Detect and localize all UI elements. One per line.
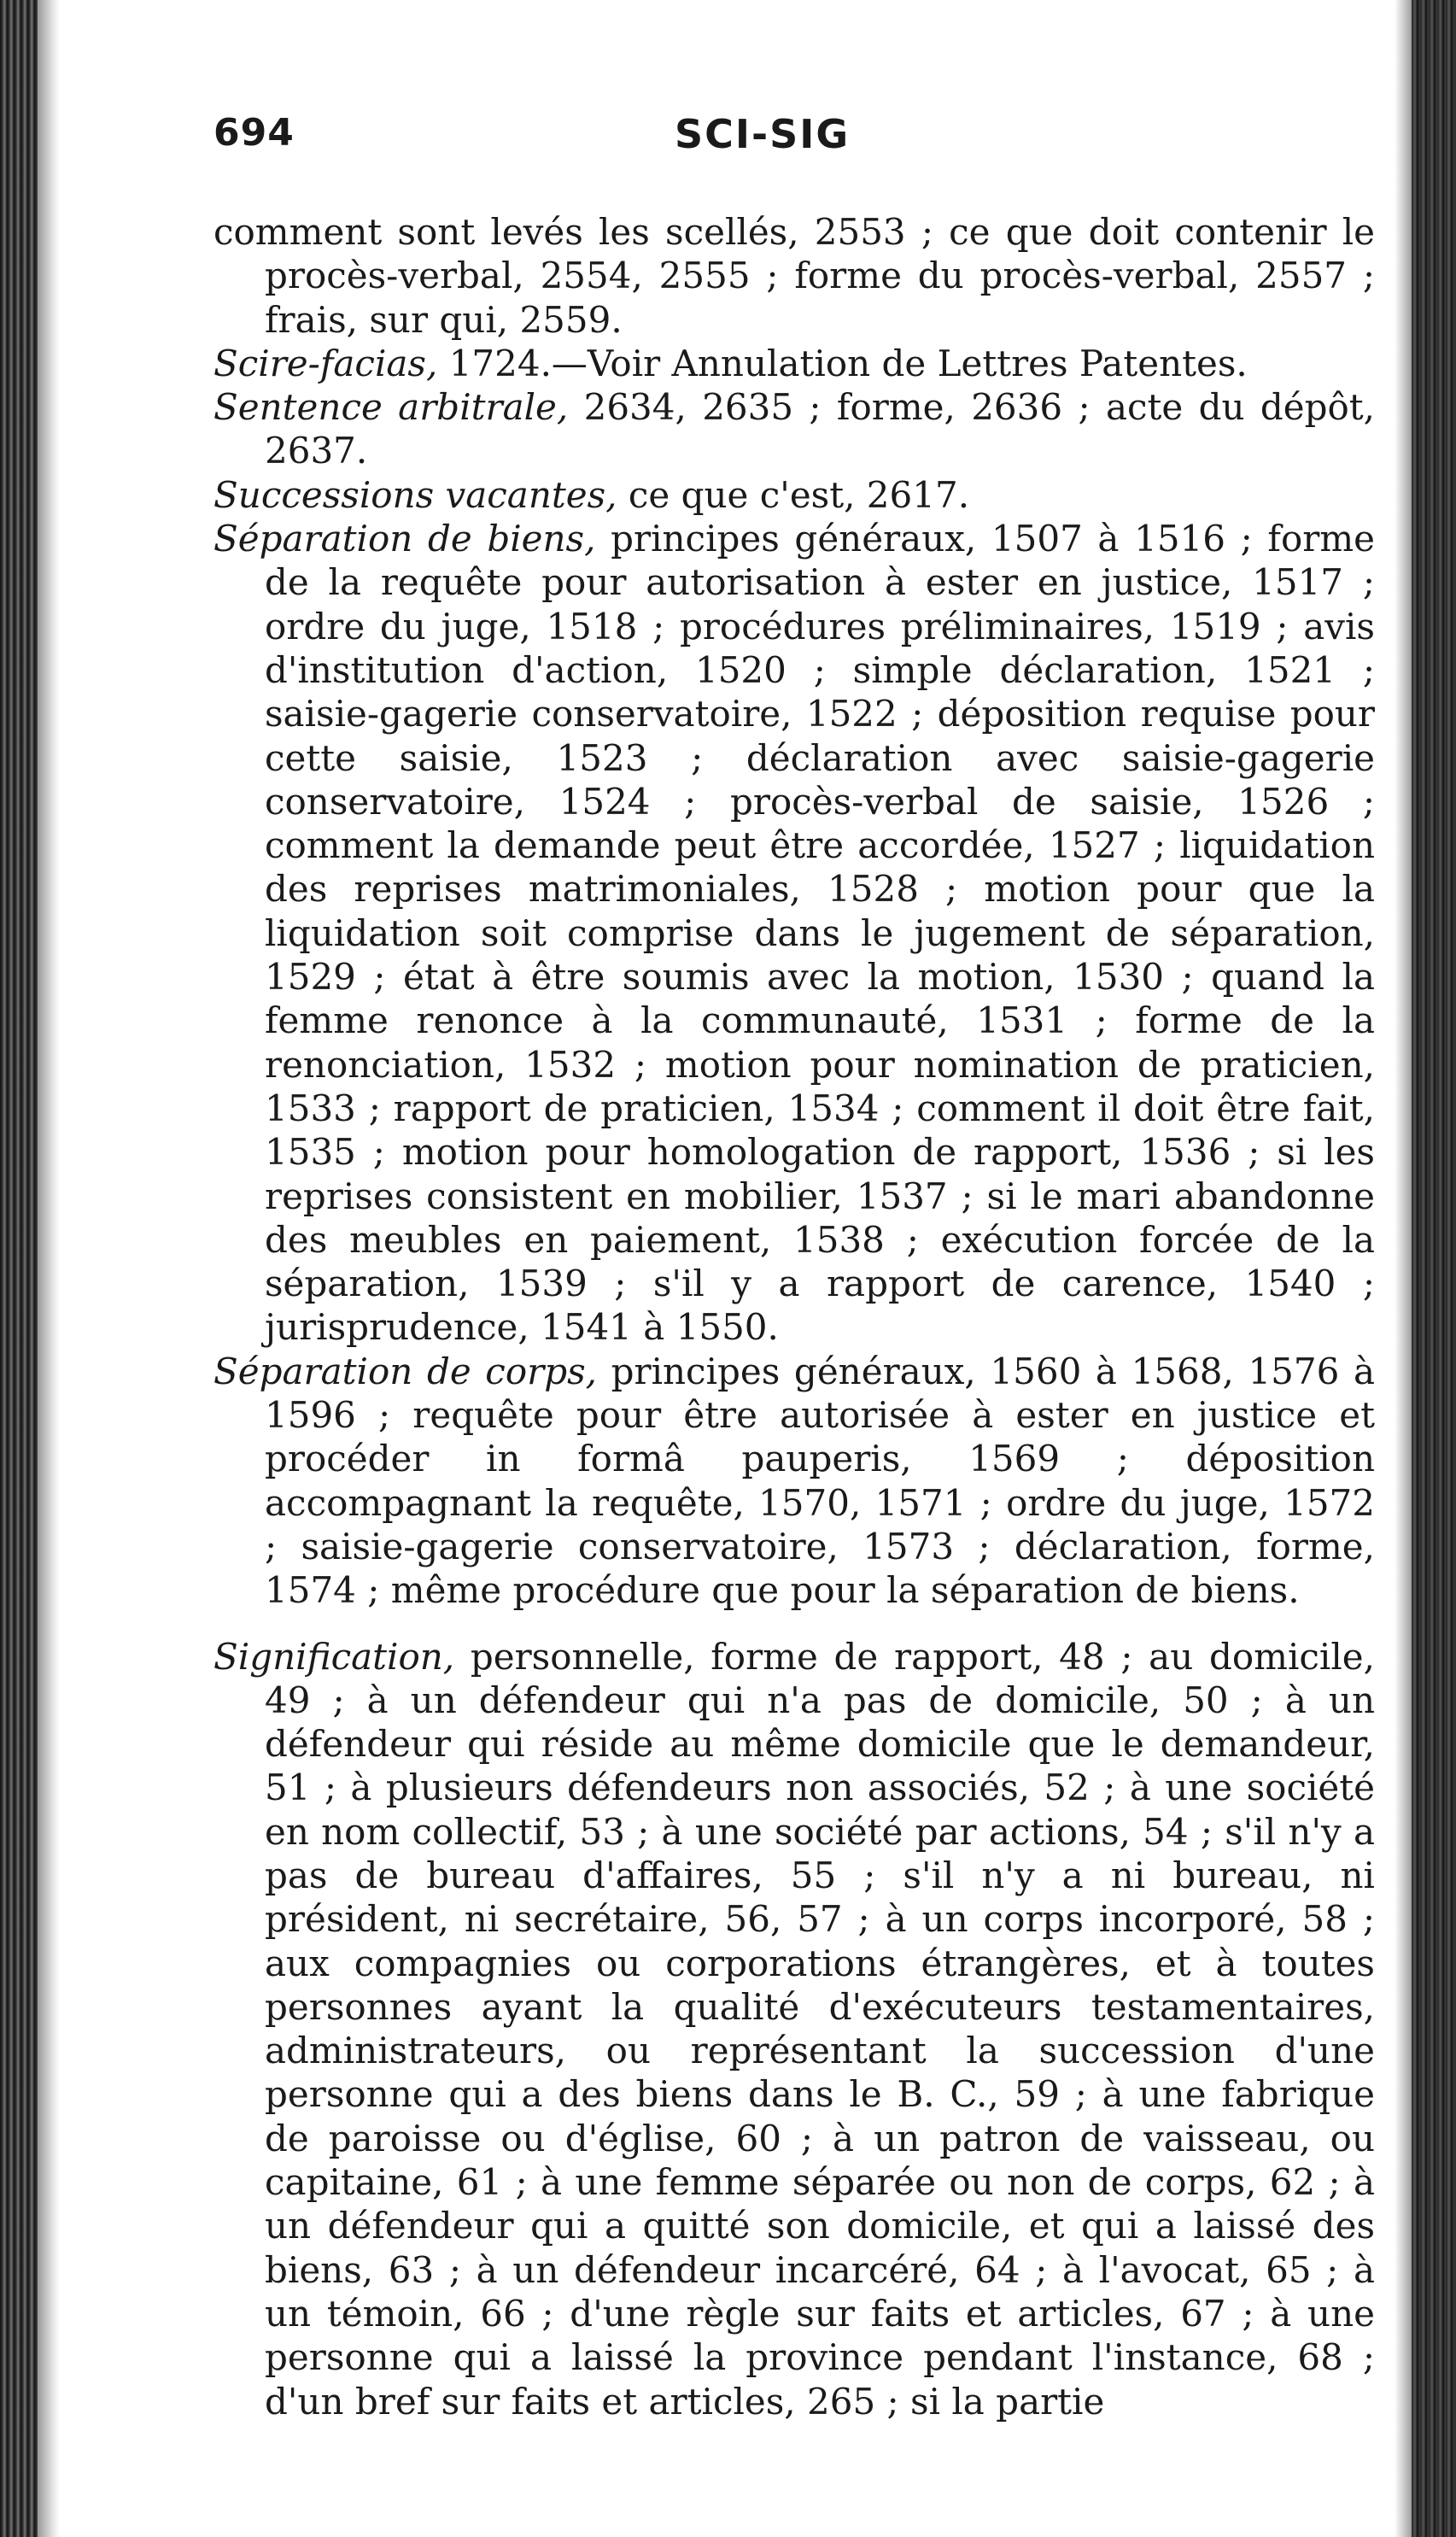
entry-text: 2634, 2635 ; forme, 2636 ; acte du dépôt, 2637. (265, 386, 1376, 472)
entry-term: Séparation de corps, (213, 1350, 597, 1392)
entry-text: ce que c'est, 2617. (617, 473, 970, 516)
page-gutter-shadow (38, 0, 60, 2537)
book-pages-right-edge (1412, 0, 1456, 2537)
book-page (213, 111, 1375, 2503)
entry-text: personnelle, forme de rapport, 48 ; au domicile, 49 ; à un défendeur qui n'a pas de domicile, 50 ; à un défendeur qui réside au même domicile que le demandeur, 51 ; à plusieurs défendeurs non associés, 52 ; à une société en nom collectif, 53 ; à une société par actions, 54 ; s'il n'y a pas de bureau d'affaires, 55 ; s'il n'y a ni bureau, ni président, ni secrétaire, 56, 57 ; à un corps incorporé, 58 ; aux compagnies ou corporations étrangères, et à toutes personnes ayant la qualité d'exécuteurs testamentaires, administrateurs, ou représentant la succession d'une personne qui a des biens dans le B. C., 59 ; à une fabrique de paroisse ou d'église, 60 ; à un patron de vaisseau, ou capitaine, 61 ; à une femme séparée ou non de corps, 62 ; à un défendeur qui a quitté son domicile, et qui a laissé des biens, 63 ; à un défendeur incarcéré, 64 ; à l'avocat, 65 ; à un témoin, 66 ; d'une règle sur faits et articles, 67 ; à une personne qui a laissé la province pendant l'instance, 68 ; d'un bref sur faits et articles, 265 ; si la partie (265, 1635, 1375, 2423)
page-edge-shadow (1395, 0, 1412, 2537)
book-binding-left-edge (0, 0, 38, 2537)
page-header (213, 111, 1375, 179)
entry-term: Séparation de biens, (213, 518, 596, 560)
entry-text: comment sont levés les scellés, 2553 ; ce que doit contenir le procès-verbal, 2554, 2555 ; forme du procès-verbal, 2557 ; frais, sur qui, 2559. (213, 211, 1375, 341)
index-entry-continuation (213, 210, 1375, 342)
entry-term: Sentence arbitrale, (213, 386, 569, 429)
index-entry-signification (213, 1635, 1375, 2423)
entry-term: Signification, (213, 1635, 455, 1678)
index-entry-scire-facias (213, 342, 1375, 385)
entry-spacer (213, 1613, 1375, 1635)
index-entry-successions-vacantes (213, 473, 1375, 517)
index-entries (213, 210, 1375, 2423)
page-number: 694 (213, 111, 295, 155)
index-entry-separation-de-corps (213, 1350, 1375, 1613)
entry-text: principes généraux, 1507 à 1516 ; forme de la requête pour autorisation à ester en justice, 1517 ; ordre du juge, 1518 ; procédures préliminaires, 1519 ; avis d'institution d'action, 1520 ; simple déclaration, 1521 ; saisie-gagerie conservatoire, 1522 ; déposition requise pour cette saisie, 1523 ; déclaration avec saisie-gagerie conservatoire, 1524 ; procès-verbal de saisie, 1526 ; comment la demande peut être accordée, 1527 ; liquidation des reprises matrimoniales, 1528 ; motion pour que la liquidation soit comprise dans le jugement de séparation, 1529 ; état à être soumis avec la motion, 1530 ; quand la femme renonce à la communauté, 1531 ; forme de la renonciation, 1532 ; motion pour nomination de praticien, 1533 ; rapport de praticien, 1534 ; comment il doit être fait, 1535 ; motion pour homologation de rapport, 1536 ; si les reprises consistent en mobilier, 1537 ; si le mari abandonne des meubles en paiement, 1538 ; exécution forcée de la séparation, 1539 ; s'il y a rapport de carence, 1540 ; jurisprudence, 1541 à 1550. (265, 518, 1376, 1349)
running-head: SCI-SIG (675, 111, 851, 157)
index-entry-sentence-arbitrale (213, 385, 1375, 473)
entry-text: 1724.—Voir Annulation de Lettres Patentes. (437, 342, 1248, 384)
index-entry-separation-de-biens (213, 517, 1375, 1350)
entry-term: Scire-facias, (213, 342, 438, 384)
entry-text: principes généraux, 1560 à 1568, 1576 à 1596 ; requête pour être autorisée à ester en justice et procéder in formâ pauperis, 1569 ; déposition accompagnant la requête, 1570, 1571 ; ordre du juge, 1572 ; saisie-gagerie conservatoire, 1573 ; déclaration, forme, 1574 ; même procédure que pour la séparation de biens. (265, 1350, 1375, 1612)
entry-term: Successions vacantes, (213, 473, 617, 516)
